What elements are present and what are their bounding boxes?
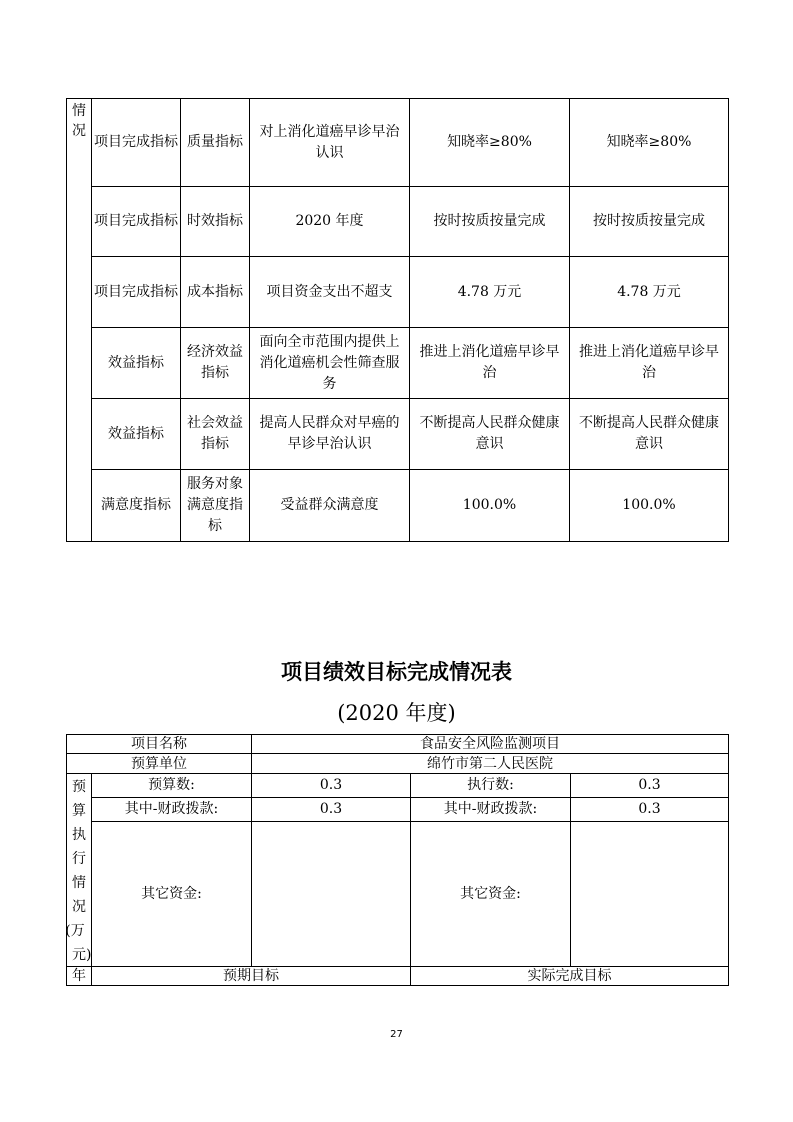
budget-value: 0.3 [252, 774, 411, 798]
fiscal-allocation-value: 0.3 [571, 797, 729, 821]
budget-execution-side-label [67, 774, 92, 967]
side-char: 元) [72, 947, 92, 963]
page-number: 27 [390, 1029, 403, 1040]
actual-value: 按时按质按量完成 [570, 187, 729, 257]
indicator-content: 对上消化道癌早诊早治认识 [250, 99, 410, 187]
execution-value: 0.3 [571, 774, 729, 798]
side-char: 预 [72, 779, 86, 795]
document-title: 项目绩效目标完成情况表 [281, 660, 512, 684]
indicator-content: 项目资金支出不超支 [250, 257, 410, 328]
side-char: 情 [72, 875, 86, 891]
budget-unit-label: 预算单位 [67, 754, 252, 774]
expected-value: 按时按质按量完成 [410, 187, 570, 257]
indicator-level1: 项目完成指标 [92, 187, 181, 257]
actual-value: 不断提高人民群众健康意识 [570, 399, 729, 470]
project-name-value: 食品安全风险监测项目 [252, 735, 729, 754]
side-char: (万 [65, 923, 85, 939]
other-funds-value [252, 821, 411, 966]
side-char: 算 [72, 803, 86, 819]
other-funds-label: 其它资金: [411, 821, 571, 966]
indicator-level1: 效益指标 [92, 328, 181, 399]
side-char: 况 [72, 123, 86, 139]
project-name-label: 项目名称 [67, 735, 252, 754]
indicator-level1: 效益指标 [92, 399, 181, 470]
indicator-content: 提高人民群众对早癌的早诊早治认识 [250, 399, 410, 470]
indicator-level2: 时效指标 [181, 187, 250, 257]
indicator-level1: 项目完成指标 [92, 257, 181, 328]
expected-value: 100.0% [410, 470, 570, 542]
indicator-level1: 满意度指标 [92, 470, 181, 542]
actual-value: 知晓率≥80% [570, 99, 729, 187]
actual-value: 推进上消化道癌早诊早治 [570, 328, 729, 399]
indicator-level2: 质量指标 [181, 99, 250, 187]
expected-value: 推进上消化道癌早诊早治 [410, 328, 570, 399]
indicator-level1: 项目完成指标 [92, 99, 181, 187]
fiscal-allocation-label: 其中-财政拨款: [92, 797, 252, 821]
project-summary-table [66, 734, 729, 986]
expected-value: 知晓率≥80% [410, 99, 570, 187]
document-year: (2020 年度) [337, 701, 456, 725]
indicator-table-continued [66, 98, 729, 542]
fiscal-allocation-value: 0.3 [252, 797, 411, 821]
indicator-content: 2020 年度 [250, 187, 410, 257]
actual-value: 4.78 万元 [570, 257, 729, 328]
indicator-level2: 成本指标 [181, 257, 250, 328]
fiscal-allocation-label: 其中-财政拨款: [411, 797, 571, 821]
other-funds-label: 其它资金: [92, 821, 252, 966]
side-char: 况 [72, 899, 86, 915]
other-funds-value [571, 821, 729, 966]
situation-side-label [67, 99, 92, 542]
expected-value: 不断提高人民群众健康意识 [410, 399, 570, 470]
side-char: 情 [72, 103, 86, 119]
expected-target-header: 预期目标 [92, 967, 411, 986]
indicator-level2: 经济效益指标 [181, 328, 250, 399]
year-side-label: 年 [67, 967, 92, 986]
side-char: 行 [72, 851, 86, 867]
budget-unit-value: 绵竹市第二人民医院 [252, 754, 729, 774]
indicator-level2: 服务对象满意度指标 [181, 470, 250, 542]
indicator-content: 面向全市范围内提供上消化道癌机会性筛查服务 [250, 328, 410, 399]
budget-label: 预算数: [92, 774, 252, 798]
expected-value: 4.78 万元 [410, 257, 570, 328]
indicator-level2: 社会效益指标 [181, 399, 250, 470]
indicator-content: 受益群众满意度 [250, 470, 410, 542]
actual-value: 100.0% [570, 470, 729, 542]
actual-target-header: 实际完成目标 [411, 967, 729, 986]
side-char: 执 [72, 827, 86, 843]
execution-label: 执行数: [411, 774, 571, 798]
